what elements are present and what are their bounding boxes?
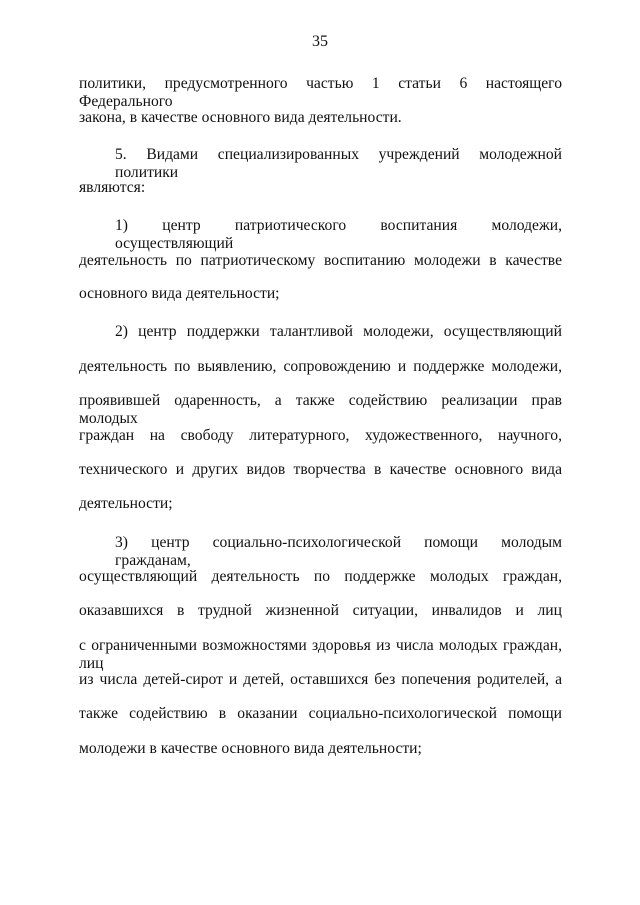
page-number: 35 [312,33,328,50]
paragraph-3-line: деятельность по патриотическому воспитанию молодежи в качестве [79,252,562,269]
paragraph-4-line: деятельности; [79,495,173,512]
paragraph-4-line: граждан на свободу литературного, художественного, научного, [79,427,562,444]
paragraph-5-line: 3) центр социально-психологической помощи молодым гражданам, [115,534,562,569]
paragraph-1-line: закона, в качестве основного вида деятельности. [79,109,402,126]
paragraph-2-line: являются: [79,179,146,196]
paragraph-5-line: осуществляющий деятельность по поддержке молодых граждан, [79,568,562,585]
paragraph-5-line: с ограниченными возможностями здоровья из числа молодых граждан, лиц [79,637,562,672]
paragraph-5-line: из числа детей-сирот и детей, оставшихся без попечения родителей, а [79,671,562,688]
paragraph-5-line: оказавшихся в трудной жизненной ситуации, инвалидов и лиц [79,602,562,619]
paragraph-4-line: 2) центр поддержки талантливой молодежи, осуществляющий [115,323,562,340]
paragraph-4-line: проявившей одаренность, а также содействию реализации прав молодых [79,392,562,427]
paragraph-4-line: деятельность по выявлению, сопровождению и поддержке молодежи, [79,358,562,375]
paragraph-5-line: молодежи в качестве основного вида деятельности; [79,740,422,757]
paragraph-4-line: технического и других видов творчества в качестве основного вида [79,461,562,478]
paragraph-3-line: 1) центр патриотического воспитания молодежи, осуществляющий [115,217,562,252]
paragraph-5-line: также содействию в оказании социально-психологической помощи [79,705,562,722]
paragraph-3-line: основного вида деятельности; [79,285,280,302]
paragraph-2-line: 5. Видами специализированных учреждений молодежной политики [115,146,562,181]
paragraph-1-line: политики, предусмотренного частью 1 статьи 6 настоящего Федерального [79,75,562,110]
